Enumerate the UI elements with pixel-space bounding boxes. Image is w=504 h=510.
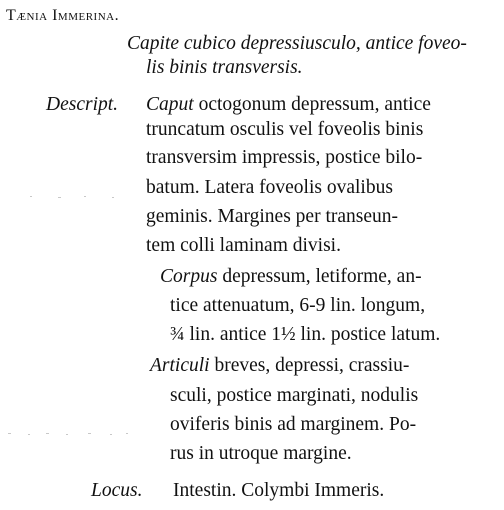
- corpus-first-rest: depressum, letiforme, an-: [217, 266, 422, 287]
- caput-line-4: batum. Latera foveolis ovalibus: [146, 177, 393, 198]
- diagnosis-line-1: Capite cubico depressiusculo, antice foveo-: [127, 33, 467, 54]
- articuli-lead: Articuli: [150, 355, 210, 376]
- articuli-line-3: oviferis binis ad marginem. Po-: [170, 414, 417, 435]
- locus-text: Intestin. Colymbi Immeris.: [173, 480, 385, 501]
- diagnosis-line-2: lis binis transversis.: [146, 57, 303, 78]
- locus-label: Locus.: [91, 480, 143, 501]
- articuli-line-2: sculi, postice marginati, nodulis: [170, 385, 419, 406]
- caput-line-6: tem colli laminam divisi.: [146, 235, 341, 256]
- caput-first-rest: octogonum depressum, antice: [193, 94, 431, 115]
- caput-line-3: transversim impressis, postice bilo-: [146, 147, 423, 168]
- caput-lead: Caput: [146, 94, 194, 115]
- corpus-lead: Corpus: [160, 266, 218, 287]
- articuli-first-rest: breves, depressi, crassiu-: [209, 355, 410, 376]
- species-heading: Tænia Immerina.: [6, 7, 120, 24]
- articuli-line-4: rus in utroque margine.: [170, 443, 352, 464]
- descript-label: Descript.: [46, 94, 119, 115]
- corpus-line-3: ¾ lin. antice 1½ lin. postice latum.: [170, 324, 441, 345]
- caput-line-2: truncatum osculis vel foveolis binis: [146, 119, 424, 140]
- corpus-line-2: tice attenuatum, 6-9 lin. longum,: [170, 295, 426, 316]
- caput-line-5: geminis. Margines per transeun-: [146, 206, 398, 227]
